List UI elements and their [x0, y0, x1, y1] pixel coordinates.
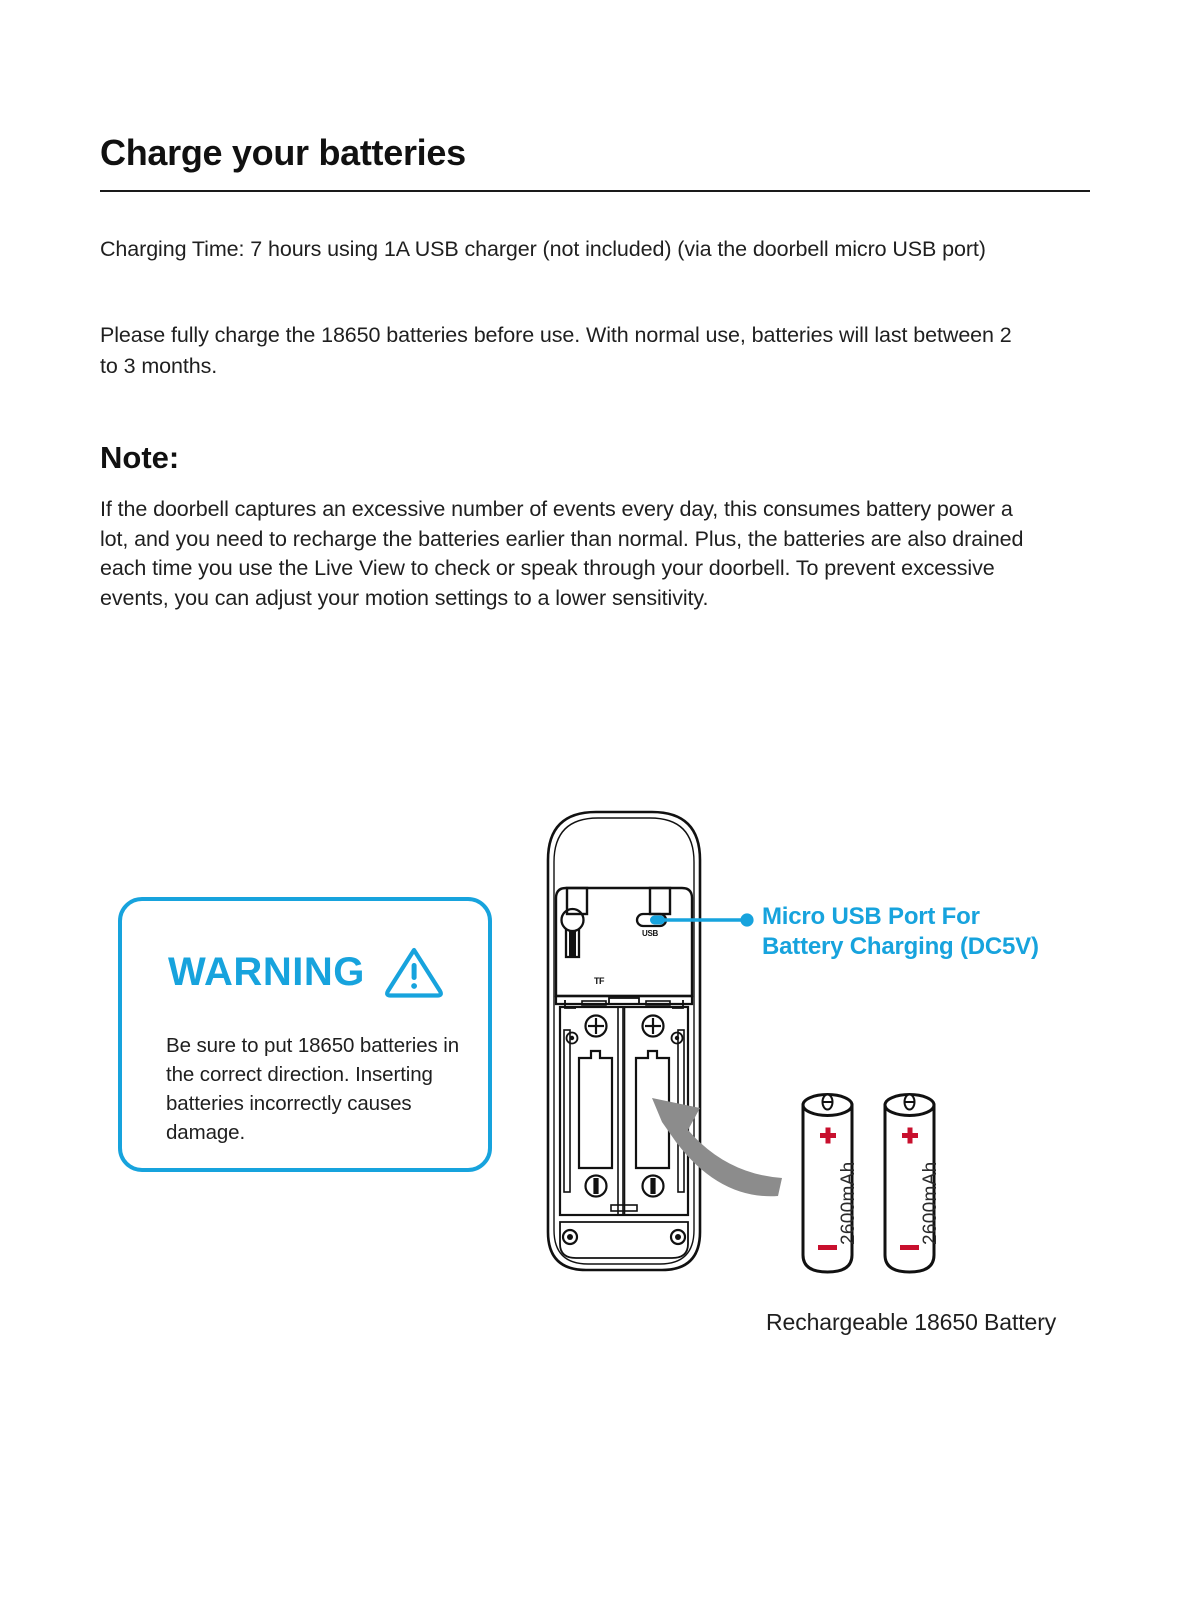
warning-text: Be sure to put 18650 batteries in the correct direction. Inserting batteries incorrectly causes damage. — [166, 1034, 460, 1144]
keyhole-slot — [562, 909, 584, 957]
note-heading: Note: — [100, 440, 180, 475]
battery-left-minus-symbol — [818, 1245, 837, 1250]
paragraph-charging-time: Charging Time: 7 hours using 1A USB charger (not included) (via the doorbell micro USB port) — [100, 237, 986, 261]
micro-usb-port-icon — [637, 914, 666, 926]
paragraph-full-charge: Please fully charge the 18650 batteries before use. With normal use, batteries will last between 2 to 3 months. — [100, 323, 1012, 378]
paragraph-note: If the doorbell captures an excessive number of events every day, this consumes battery power a lot, and you need to recharge the batteries earlier than normal. Plus, the batteries are also drained each time you use the Live View to check or speak through your doorbell. To prevent excessive events, you can adjust your motion settings to a lower sensitivity. — [100, 497, 1024, 610]
insert-direction-arrow — [652, 1098, 782, 1196]
doorbell-upper-panel — [556, 888, 692, 996]
tf-slot-text-label: TF — [594, 976, 604, 986]
usb-port-text-label: USB — [642, 929, 658, 938]
battery-left-capacity-label: 2600mAh — [838, 1161, 859, 1245]
callout-micro-usb-label: Micro USB Port For Battery Charging (DC5V) — [762, 903, 1039, 960]
doorbell-lower-panel — [560, 1222, 688, 1258]
battery-right-minus-symbol — [900, 1245, 919, 1250]
battery-slot-left — [567, 1016, 613, 1197]
callout-leader-line — [664, 913, 754, 926]
battery-caption: Rechargeable 18650 Battery — [766, 1309, 1057, 1335]
battery-right-capacity-label: 2600mAh — [920, 1161, 941, 1245]
page-title: Charge your batteries — [100, 132, 466, 173]
warning-heading-label: WARNING — [168, 950, 365, 994]
